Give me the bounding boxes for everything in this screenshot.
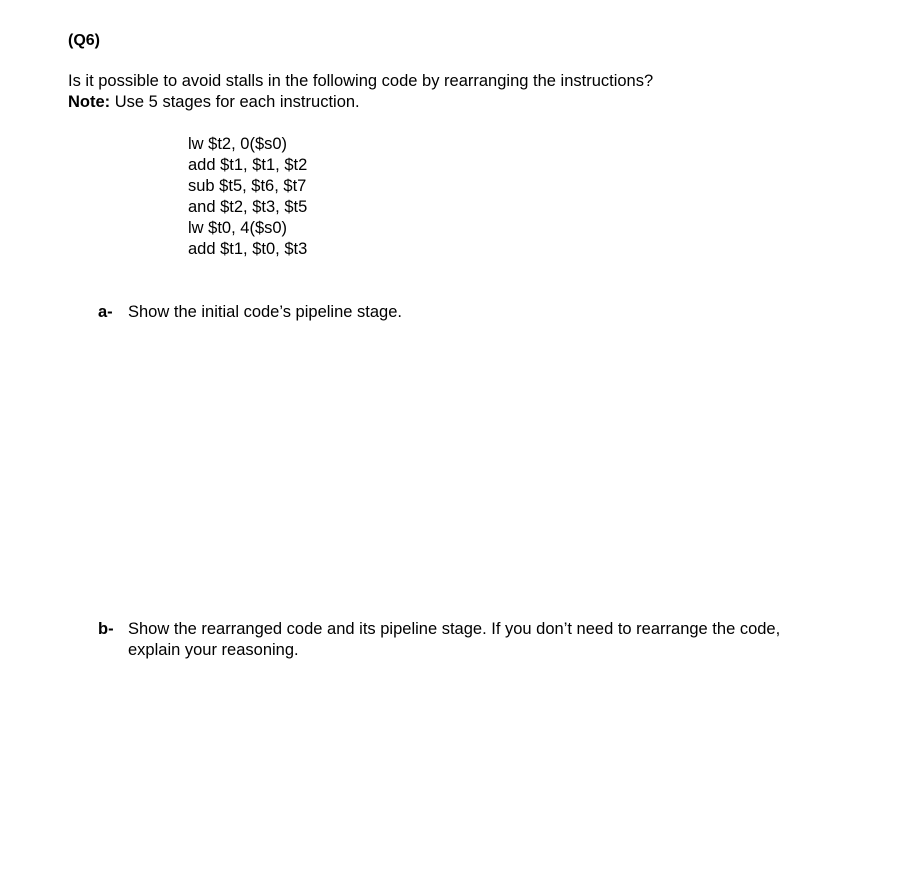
code-block (188, 134, 307, 260)
note-label: Note: (68, 93, 111, 111)
note-line (68, 92, 360, 113)
note-text: Use 5 stages for each instruction. (110, 93, 360, 111)
code-line-5: lw $t0, 4($s0) (188, 219, 288, 237)
question-prompt: Is it possible to avoid stalls in the following code by rearranging the instructions? (68, 72, 654, 90)
code-line-4: and $t2, $t3, $t5 (188, 198, 308, 216)
part-a-text: Show the initial code’s pipeline stage. (128, 303, 402, 321)
code-line-2: add $t1, $t1, $t2 (188, 156, 308, 174)
code-line-1: lw $t2, 0($s0) (188, 135, 288, 153)
part-b-marker: b- (98, 620, 114, 638)
part-b (98, 619, 898, 661)
part-a-marker: a- (98, 303, 113, 321)
part-b-text: Show the rearranged code and its pipeline stage. If you don’t need to rearrange the code, explain your reasoning. (128, 620, 781, 659)
part-a (98, 302, 858, 323)
question-number: (Q6) (68, 32, 100, 49)
code-line-6: add $t1, $t0, $t3 (188, 240, 308, 258)
code-line-3: sub $t5, $t6, $t7 (188, 177, 307, 195)
